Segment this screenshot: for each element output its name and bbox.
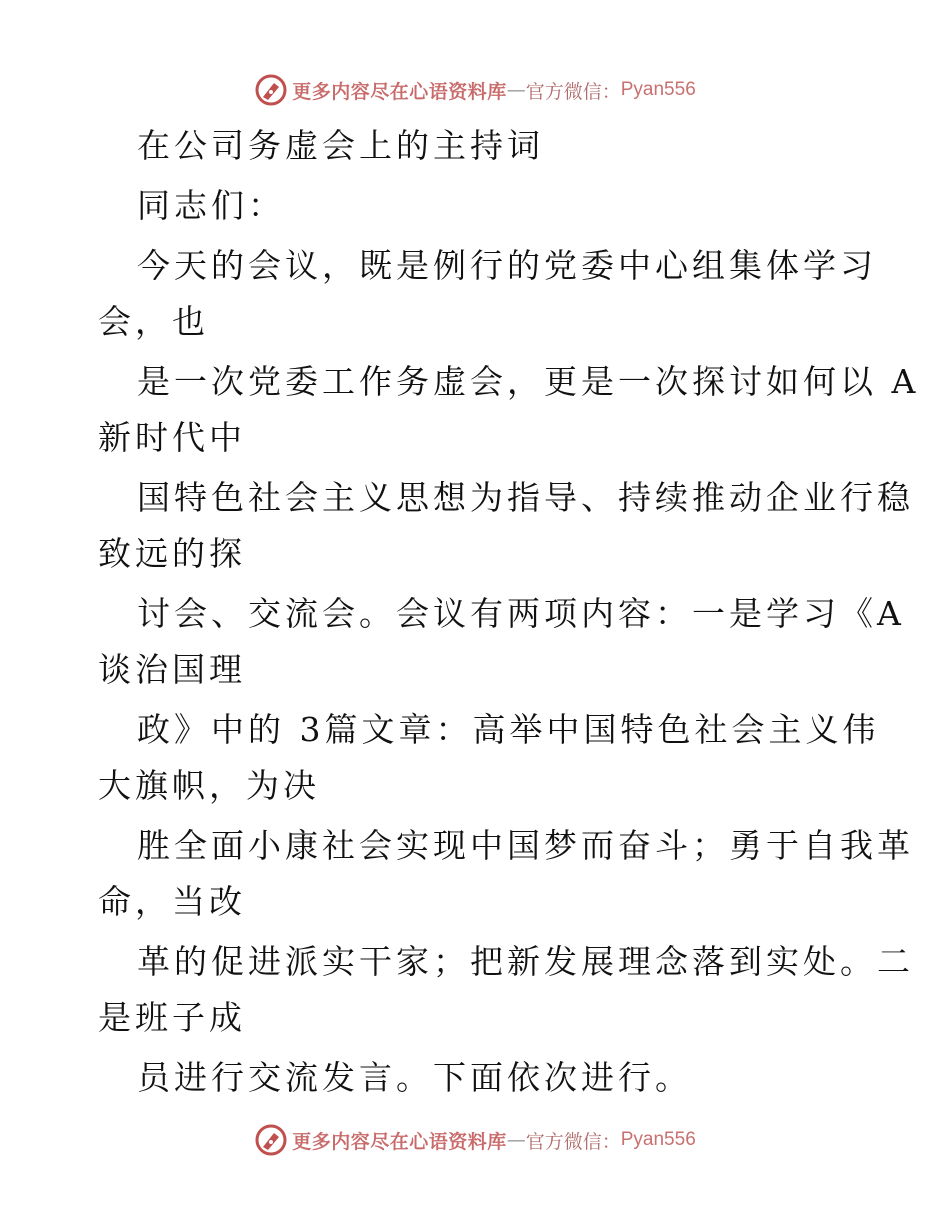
body-line: 今天的会议，既是例行的党委中心组集体学习 [137, 246, 877, 285]
body-line: 会，也 [98, 302, 209, 341]
banner-brand-text: 更多内容尽在心语资料库 [292, 80, 507, 103]
body-line: 讨会、交流会。会议有两项内容：一是学习《A [137, 594, 905, 633]
header-watermark-banner [0, 70, 950, 110]
body-line: 谈治国理 [98, 650, 246, 689]
banner-dash: — [506, 1129, 526, 1151]
body-line: 政》中的 3篇文章：高举中国特色社会主义伟 [137, 710, 880, 749]
body-line: 致远的探 [98, 534, 246, 573]
salutation: 同志们： [137, 186, 285, 225]
banner-wechat-id: Pyan556 [620, 1129, 696, 1150]
document-title: 在公司务虚会上的主持词 [137, 126, 544, 165]
banner-brand-text: 更多内容尽在心语资料库 [292, 1130, 507, 1153]
body-line: 命，当改 [98, 882, 246, 921]
footer-watermark-banner [0, 1120, 950, 1160]
body-line: 新时代中 [98, 418, 246, 457]
banner-dash: — [506, 79, 526, 101]
banner-wechat-label: 官方微信： [525, 1130, 621, 1153]
body-line: 是一次党委工作务虚会，更是一次探讨如何以 A [137, 362, 920, 401]
body-line: 革的促进派实干家；把新发展理念落到实处。二 [137, 942, 914, 981]
body-line: 员进行交流发言。下面依次进行。 [137, 1058, 692, 1097]
body-line: 国特色社会主义思想为指导、持续推动企业行稳 [137, 478, 914, 517]
pen-nib-logo-icon [254, 1123, 288, 1157]
body-line: 胜全面小康社会实现中国梦而奋斗；勇于自我革 [137, 826, 914, 865]
pen-nib-logo-icon [254, 73, 288, 107]
body-line: 是班子成 [98, 998, 246, 1037]
banner-wechat-label: 官方微信： [525, 80, 621, 103]
banner-wechat-id: Pyan556 [620, 79, 696, 100]
body-line: 大旗帜，为决 [98, 766, 320, 805]
